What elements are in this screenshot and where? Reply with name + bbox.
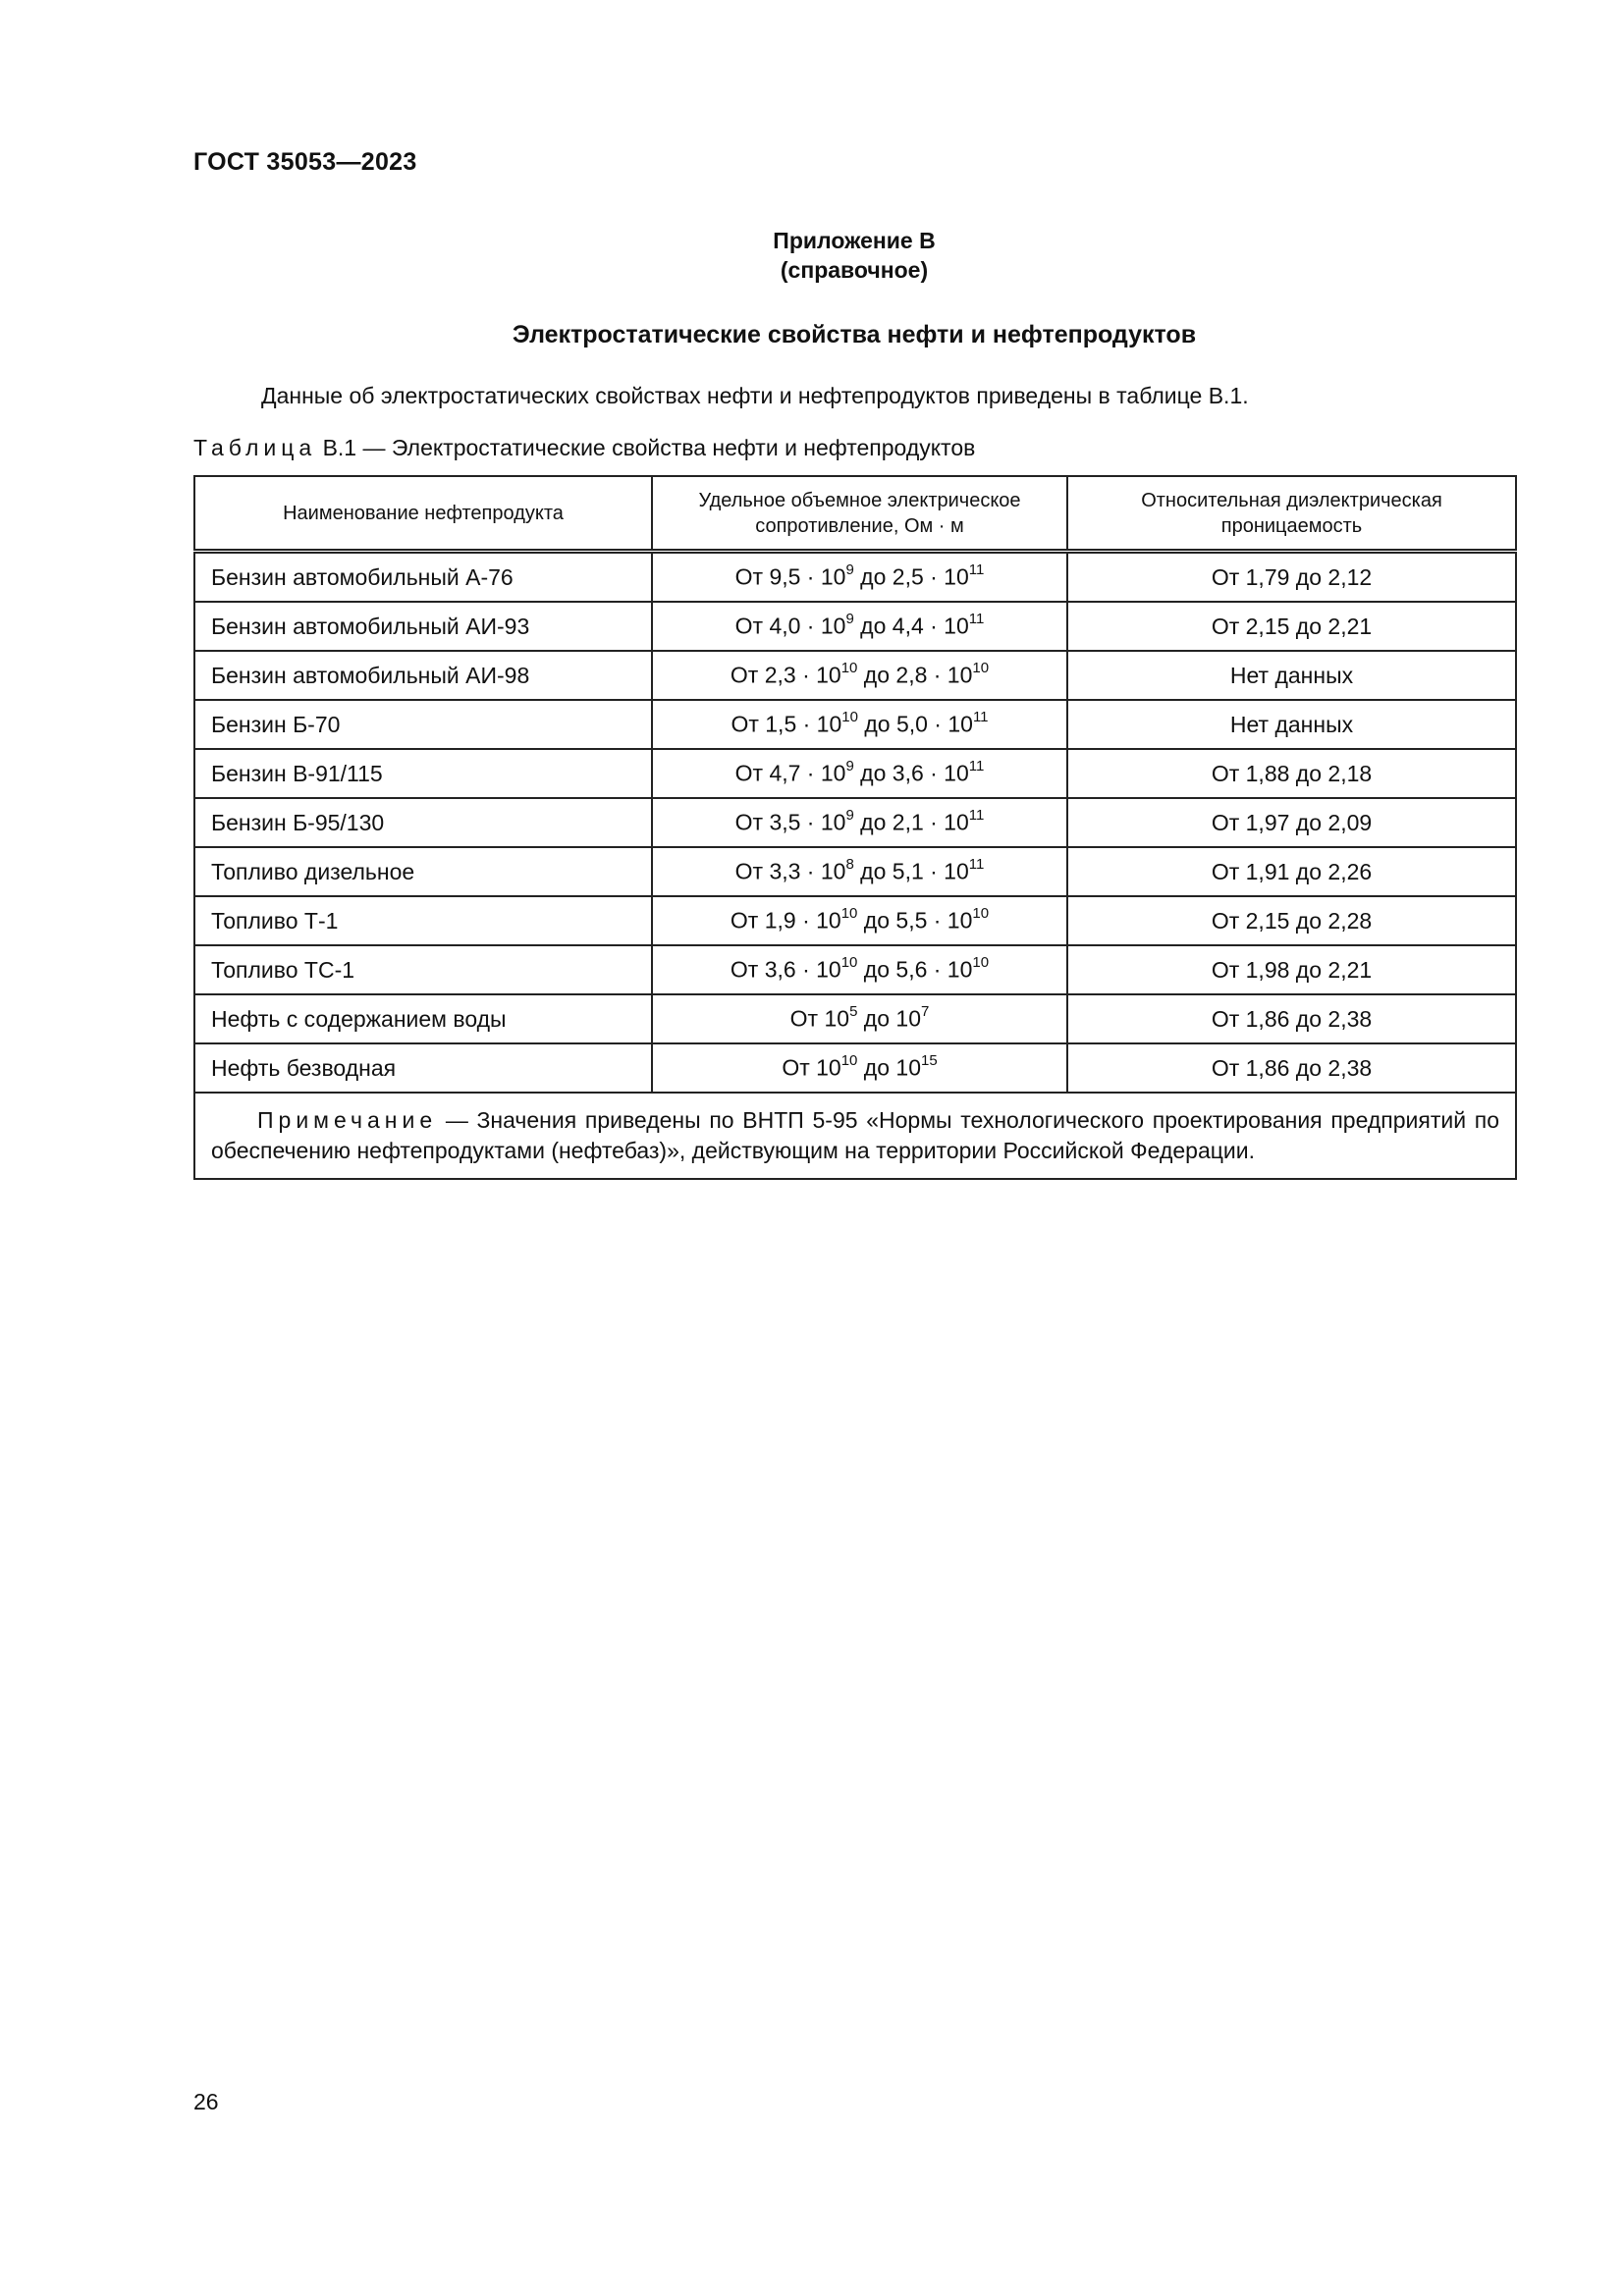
resistivity-cell [652, 945, 1067, 994]
resistivity-from-exponent: 9 [845, 758, 854, 775]
permittivity-cell: От 1,86 до 2,38 [1067, 994, 1516, 1043]
table-row [194, 896, 1516, 945]
resistivity-from-mantissa: От 4,7 · 10 [734, 760, 846, 786]
table-caption [193, 435, 975, 461]
table-row [194, 700, 1516, 749]
permittivity-cell: От 2,15 до 2,21 [1067, 602, 1516, 651]
resistivity-to-mantissa: до 10 [857, 1054, 921, 1081]
product-name-cell: Нефть безводная [194, 1043, 652, 1093]
resistivity-from-exponent: 10 [840, 954, 858, 972]
resistivity-cell [652, 602, 1067, 651]
resistivity-from-exponent: 9 [845, 611, 854, 628]
product-name-cell: Топливо Т-1 [194, 896, 652, 945]
resistivity-from-exponent: 10 [841, 709, 858, 726]
resistivity-from-mantissa: От 9,5 · 10 [734, 563, 846, 590]
resistivity-from-mantissa: От 10 [782, 1054, 841, 1081]
product-name-cell: Бензин В-91/115 [194, 749, 652, 798]
product-name-cell: Бензин автомобильный А-76 [194, 552, 652, 603]
resistivity-to-mantissa: до 2,8 · 10 [857, 662, 973, 688]
product-name-cell: Бензин Б-95/130 [194, 798, 652, 847]
resistivity-from-exponent: 9 [845, 561, 854, 579]
permittivity-cell: Нет данных [1067, 651, 1516, 700]
table-caption-label: Таблица [193, 435, 317, 460]
resistivity-from-exponent: 5 [849, 1003, 858, 1021]
resistivity-to-mantissa: до 5,6 · 10 [857, 956, 973, 983]
header-permittivity: Относительная диэлектрическая проницаемость [1067, 476, 1516, 552]
resistivity-to-exponent: 10 [972, 905, 990, 923]
resistivity-to-mantissa: до 10 [857, 1005, 921, 1032]
resistivity-to-exponent: 11 [968, 611, 985, 628]
resistivity-to-exponent: 11 [968, 807, 985, 825]
resistivity-cell [652, 700, 1067, 749]
resistivity-cell [652, 798, 1067, 847]
permittivity-cell: От 1,91 до 2,26 [1067, 847, 1516, 896]
permittivity-cell: От 1,86 до 2,38 [1067, 1043, 1516, 1093]
resistivity-from-mantissa: От 1,9 · 10 [730, 907, 841, 934]
note-text: — Значения приведены по ВНТП 5-95 «Нормы технологического проектирования предприятий по обеспечению нефтепродуктами (нефтебаз)», действующим на территории Российской Федерации. [211, 1107, 1499, 1163]
resistivity-to-mantissa: до 2,5 · 10 [853, 563, 969, 590]
product-name-cell: Бензин Б-70 [194, 700, 652, 749]
table-row [194, 651, 1516, 700]
table-row [194, 749, 1516, 798]
resistivity-from-exponent: 9 [845, 807, 854, 825]
resistivity-cell [652, 552, 1067, 603]
section-title: Электростатические свойства нефти и нефтепродуктов [512, 321, 1197, 348]
product-name-cell: Топливо дизельное [194, 847, 652, 896]
resistivity-cell [652, 896, 1067, 945]
product-name-cell: Топливо ТС-1 [194, 945, 652, 994]
table-note-row [194, 1093, 1516, 1179]
resistivity-to-exponent: 11 [968, 561, 985, 579]
intro-paragraph: Данные об электростатических свойствах нефти и нефтепродуктов приведены в таблице В.1. [261, 383, 1249, 408]
resistivity-from-exponent: 10 [840, 660, 858, 677]
resistivity-from-mantissa: От 4,0 · 10 [734, 613, 846, 639]
permittivity-cell: От 2,15 до 2,28 [1067, 896, 1516, 945]
table-row [194, 552, 1516, 603]
resistivity-to-exponent: 11 [972, 709, 989, 726]
resistivity-cell [652, 994, 1067, 1043]
resistivity-to-mantissa: до 4,4 · 10 [853, 613, 969, 639]
electrostatic-properties-table [193, 475, 1517, 1180]
resistivity-from-mantissa: От 3,6 · 10 [730, 956, 841, 983]
table-row [194, 1043, 1516, 1093]
resistivity-cell [652, 651, 1067, 700]
resistivity-from-mantissa: От 3,3 · 10 [734, 858, 846, 884]
resistivity-to-exponent: 11 [968, 758, 985, 775]
standard-id-header: ГОСТ 35053—2023 [193, 148, 417, 176]
table-row [194, 847, 1516, 896]
resistivity-from-mantissa: От 2,3 · 10 [730, 662, 841, 688]
product-name-cell: Бензин автомобильный АИ-93 [194, 602, 652, 651]
resistivity-from-mantissa: От 10 [789, 1005, 850, 1032]
note-label: Примечание [257, 1107, 438, 1133]
table-row [194, 994, 1516, 1043]
resistivity-to-exponent: 7 [920, 1003, 930, 1021]
permittivity-cell: От 1,98 до 2,21 [1067, 945, 1516, 994]
permittivity-cell: Нет данных [1067, 700, 1516, 749]
permittivity-cell: От 1,88 до 2,18 [1067, 749, 1516, 798]
resistivity-to-exponent: 11 [968, 856, 985, 874]
table-note [194, 1093, 1516, 1179]
table-row [194, 798, 1516, 847]
table-row [194, 602, 1516, 651]
resistivity-from-mantissa: От 1,5 · 10 [731, 711, 842, 737]
resistivity-to-mantissa: до 2,1 · 10 [853, 809, 969, 835]
header-product-name: Наименование нефтепродукта [194, 476, 652, 552]
header-resistivity: Удельное объемное электрическое сопротивление, Ом · м [652, 476, 1067, 552]
resistivity-to-mantissa: до 3,6 · 10 [853, 760, 969, 786]
product-name-cell: Бензин автомобильный АИ-98 [194, 651, 652, 700]
resistivity-from-exponent: 8 [845, 856, 854, 874]
permittivity-cell: От 1,79 до 2,12 [1067, 552, 1516, 603]
resistivity-to-exponent: 15 [920, 1052, 938, 1070]
appendix-title: Приложение В [773, 228, 936, 253]
resistivity-to-mantissa: до 5,5 · 10 [857, 907, 973, 934]
resistivity-cell [652, 749, 1067, 798]
resistivity-from-exponent: 10 [840, 1052, 858, 1070]
table-row [194, 945, 1516, 994]
appendix-type: (справочное) [780, 257, 929, 283]
resistivity-to-exponent: 10 [972, 660, 990, 677]
table-caption-text: В.1 — Электростатические свойства нефти и нефтепродуктов [322, 435, 976, 460]
page-number: 26 [193, 2089, 219, 2114]
resistivity-cell [652, 1043, 1067, 1093]
resistivity-cell [652, 847, 1067, 896]
resistivity-from-exponent: 10 [840, 905, 858, 923]
resistivity-to-mantissa: до 5,1 · 10 [853, 858, 969, 884]
product-name-cell: Нефть с содержанием воды [194, 994, 652, 1043]
table-header-row [194, 476, 1516, 552]
resistivity-to-mantissa: до 5,0 · 10 [857, 711, 973, 737]
permittivity-cell: От 1,97 до 2,09 [1067, 798, 1516, 847]
resistivity-from-mantissa: От 3,5 · 10 [734, 809, 846, 835]
resistivity-to-exponent: 10 [972, 954, 990, 972]
